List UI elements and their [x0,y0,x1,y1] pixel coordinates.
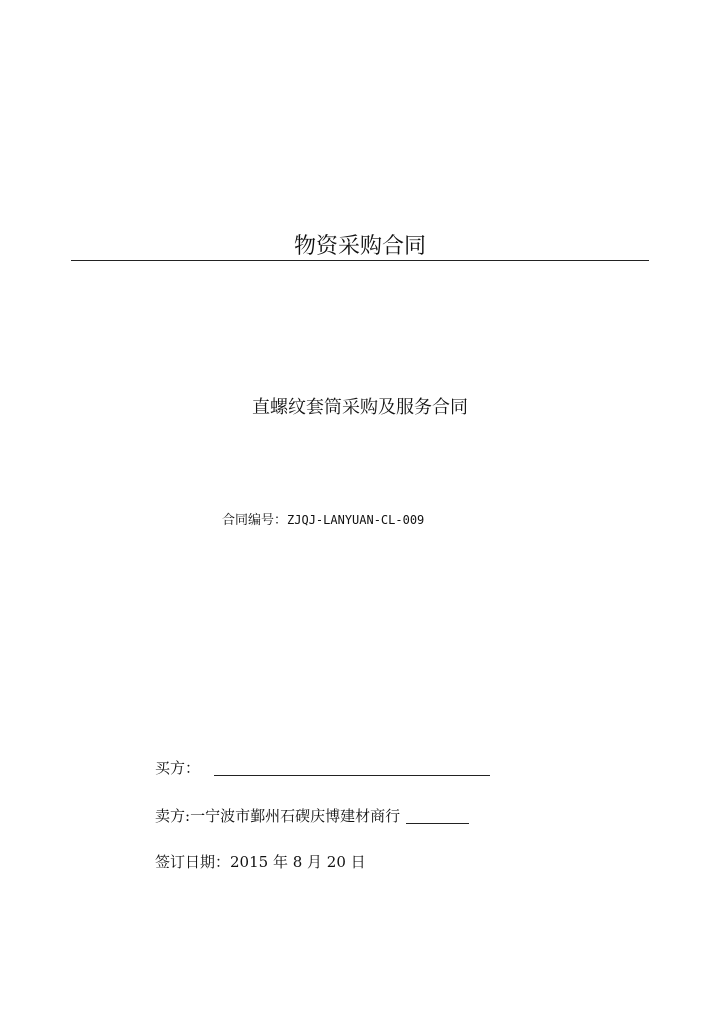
contract-title: 直螺纹套筒采购及服务合同 [252,397,468,418]
signing-date-line [155,851,366,872]
contract-number-value: ZJQJ-LANYUAN-CL-009 [287,513,425,527]
buyer-line [155,757,490,778]
signing-date-label: 签订日期： [155,853,231,871]
header-divider [71,260,649,261]
buyer-blank-underline [214,760,490,776]
contract-number-line [222,509,424,528]
seller-label: 卖方: [155,807,191,825]
seller-name: 一宁波市鄞州石碶庆博建材商行 [190,807,401,825]
signing-date-value: 2015 年 8 月 20 日 [230,853,366,871]
contract-number-label: 合同编号： [222,513,288,528]
seller-line [155,805,469,826]
seller-blank-underline [406,808,469,824]
page-title: 物资采购合同 [293,234,426,259]
buyer-label: 买方： [155,759,201,777]
